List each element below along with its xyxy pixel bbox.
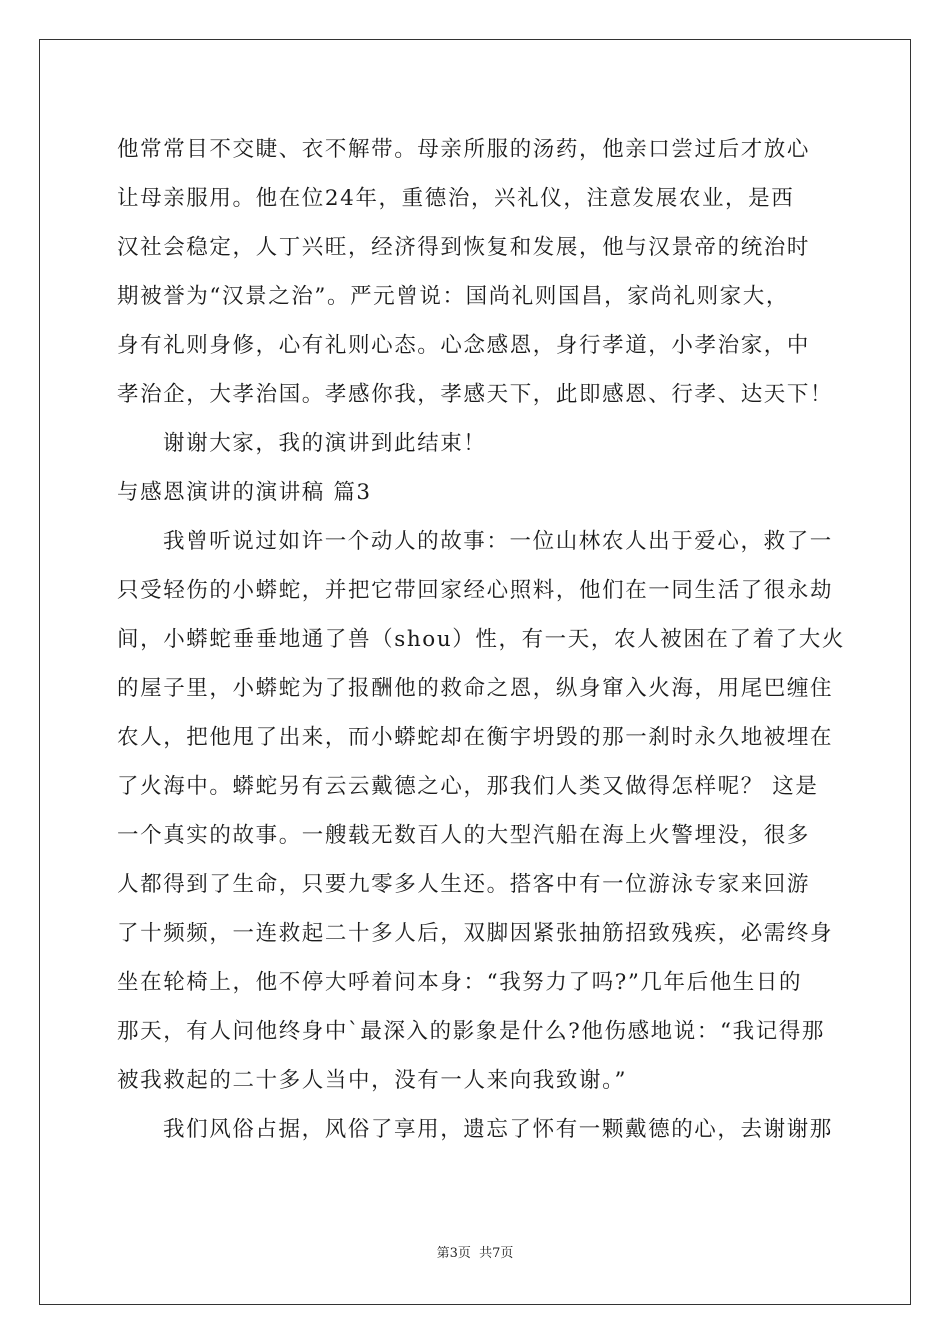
text-line: 间，小蟒蛇垂垂地通了兽（shou）性，有一天，农人被困在了着了大火 (117, 627, 845, 652)
page-number: 第3页 (436, 1246, 471, 1261)
text-line: 期被誉为“汉景之治”。严元曾说：国尚礼则国昌，家尚礼则家大， (117, 284, 789, 309)
text-line: 身有礼则身修，心有礼则心态。心念感恩，身行孝道，小孝治家，中 (117, 333, 811, 358)
text-line: 人都得到了生命，只要九零多人生还。搭客中有一位游泳专家来回游 (117, 872, 811, 897)
text-line: 一个真实的故事。一艘载无数百人的大型汽船在海上火警埋没，很多 (117, 823, 811, 848)
text-line: 那天，有人问他终身中`最深入的影象是什么?他伤感地说：“我记得那 (117, 1019, 825, 1044)
page-footer (0, 1245, 950, 1263)
text-line: 让母亲服用。他在位24年，重德治，兴礼仪，注意发展农业，是西 (117, 186, 795, 211)
section-heading: 与感恩演讲的演讲稿 篇3 (117, 480, 372, 505)
text-line: 坐在轮椅上，他不停大呼着问本身：“我努力了吗?”几年后他生日的 (117, 970, 803, 995)
text-line: 我们风俗占据，风俗了享用，遗忘了怀有一颗戴德的心，去谢谢那 (163, 1117, 833, 1142)
text-line: 被我救起的二十多人当中，没有一人来向我致谢。” (117, 1068, 628, 1093)
text-line: 了十频频，一连救起二十多人后，双脚因紧张抽筋招致残疾，必需终身 (117, 921, 834, 946)
page-total: 共7页 (479, 1246, 514, 1261)
text-line: 孝治企，大孝治国。孝感你我，孝感天下，此即感恩、行孝、达天下！ (117, 382, 834, 407)
text-line: 汉社会稳定，人丁兴旺，经济得到恢复和发展，他与汉景帝的统治时 (117, 235, 811, 260)
text-line: 的屋子里，小蟒蛇为了报酬他的救命之恩，纵身窜入火海，用尾巴缠住 (117, 676, 834, 701)
text-line: 我曾听说过如许一个动人的故事：一位山林农人出于爱心，救了一 (163, 529, 833, 554)
closing-line: 谢谢大家，我的演讲到此结束！ (163, 431, 487, 456)
text-line: 农人，把他甩了出来，而小蟒蛇却在衡宇坍毁的那一刹时永久地被埋在 (117, 725, 834, 750)
text-line: 只受轻伤的小蟒蛇，并把它带回家经心照料，他们在一同生活了很永劫 (117, 578, 834, 603)
text-line: 他常常目不交睫、衣不解带。母亲所服的汤药，他亲口尝过后才放心 (117, 137, 811, 162)
text-line: 了火海中。蟒蛇另有云云戴德之心，那我们人类又做得怎样呢？ 这是 (117, 774, 819, 799)
